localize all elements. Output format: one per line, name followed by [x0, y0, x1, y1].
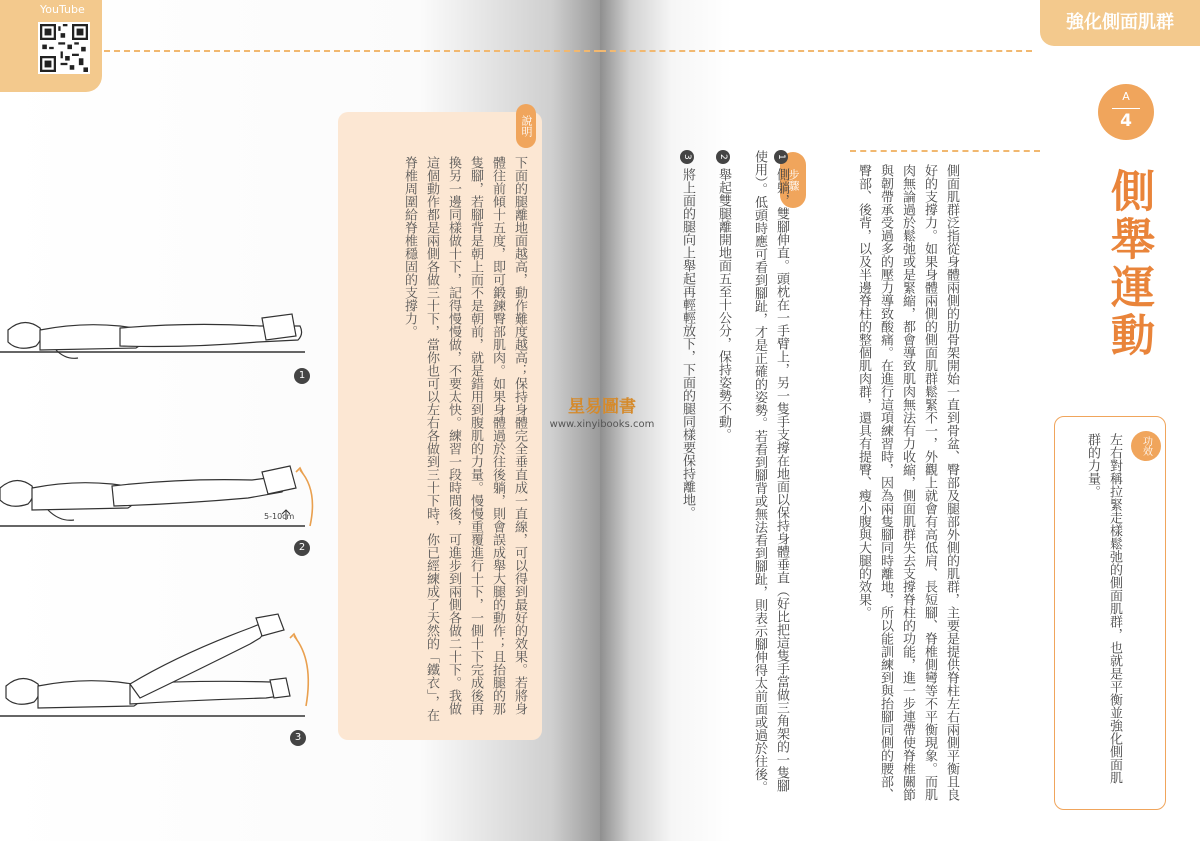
- exercise-figure-3: [0, 612, 320, 743]
- intro-dashed-divider: [850, 150, 1040, 152]
- step-text: 舉起雙腿離開地面五至十公分，保持姿勢不動。: [716, 168, 731, 442]
- qr-code-icon[interactable]: [38, 22, 90, 74]
- top-dashed-divider: [600, 50, 1032, 52]
- intro-paragraph: 側面肌群泛指從身體兩側的肋骨架開始一直到骨盆、臀部及腿部外側的肌群，主要是提供脊柱左右兩側平衡且良好的支撐力。如果身體兩側的側面肌群鬆緊不一，外觀上就會有高低肩、長短腳、脊椎側彎等不平衡現象。而肌肉無論過於鬆弛或是緊縮，都會導致肌肉無法有力收縮，側面肌群失去支撐脊柱的功能，進一步連帶使脊椎關節與韌帶承受過多的壓力導致酸痛。在進行這項練習時，因為兩隻腳同時離地，所以能訓練到與抬腳同側的腰部、臀部、後背，以及半邊脊柱的整個肌肉群，還具有提臀、瘦小腹與大腿的效果。: [856, 164, 959, 801]
- tips-box: [338, 112, 542, 740]
- qr-corner-tab: [0, 0, 102, 92]
- badge-divider: [1112, 108, 1140, 109]
- top-leg-raise-illustration-icon: [0, 612, 320, 722]
- tips-text: 下面的腿離地面越高，動作難度越高；保持身體完全垂直成一直線，可以得到最好的效果。若將身體往前傾十五度，即可鍛鍊臀部肌肉。如果身體過於往後躺，則會誤成舉大腿的動作；且抬腿的那隻腳，若腳背是朝上而不是朝前，就是錯用到腹肌的力量。慢慢重覆進行十下，一側十下完成後再換另一邊同樣做十下，記得慢慢做，不要太快。練習一段時間後，可進步到兩側各做二十下。我做這個動作都是兩側各做三十下，當你也可以左右各做到三十下時，你已經練成了天然的「鐵衣」，在脊椎周圍給脊椎穩固的支撐力。: [402, 156, 527, 722]
- top-dashed-divider: [104, 50, 600, 52]
- step-item: [676, 150, 698, 800]
- step-item: [712, 150, 734, 800]
- step-text: 側躺，雙腳伸直。頭枕在一手臂上，另一隻手支撐在地面以保持身體垂直（好比把這隻手當做三角架的一隻腳使用）。低頭時應可看到腳趾，才是正確的姿勢。若看到腳背或無法看到腳趾，則表示腳伸得太前面或過於往後。: [752, 150, 789, 794]
- exercise-figure-2: [0, 460, 320, 570]
- step-item: [748, 150, 792, 800]
- page-title: 側舉運動: [1103, 168, 1154, 360]
- badge-letter: A: [1122, 90, 1130, 103]
- steps-label: 步驟: [780, 152, 806, 208]
- step-text: 將上面的腿向上舉起再輕輕放下，下面的腿同樣要保持離地。: [680, 168, 695, 520]
- youtube-label: YouTube: [40, 3, 85, 16]
- watermark-url: www.xinyibooks.com: [549, 419, 655, 430]
- exercise-badge: [1098, 84, 1154, 140]
- figure-number-badge: 3: [290, 730, 306, 746]
- watermark-title: 星易圖書: [568, 397, 636, 417]
- exercise-figure-1: [0, 300, 320, 410]
- benefit-label: 功效: [1131, 431, 1161, 461]
- benefit-text: 左右對稱拉緊走樣鬆弛的側面肌群，也就是平衡並強化側面肌群的力量。: [1085, 433, 1122, 784]
- legs-lifted-illustration-icon: [0, 460, 320, 550]
- steps-list: [662, 150, 792, 800]
- tips-label: 說明: [516, 104, 536, 148]
- lift-height-label: 5-10cm: [264, 512, 295, 521]
- side-lying-illustration-icon: [0, 300, 310, 390]
- step-number-badge: 2: [716, 150, 730, 164]
- figure-number-badge: 2: [294, 540, 310, 556]
- publisher-watermark: [532, 392, 672, 448]
- figure-number-badge: 1: [294, 368, 310, 384]
- right-page: [600, 0, 1200, 841]
- section-tab: 強化側面肌群: [1040, 0, 1200, 46]
- benefit-box: [1054, 416, 1166, 810]
- badge-number: 4: [1120, 111, 1132, 131]
- step-number-badge: 1: [774, 150, 788, 164]
- step-number-badge: 3: [680, 150, 694, 164]
